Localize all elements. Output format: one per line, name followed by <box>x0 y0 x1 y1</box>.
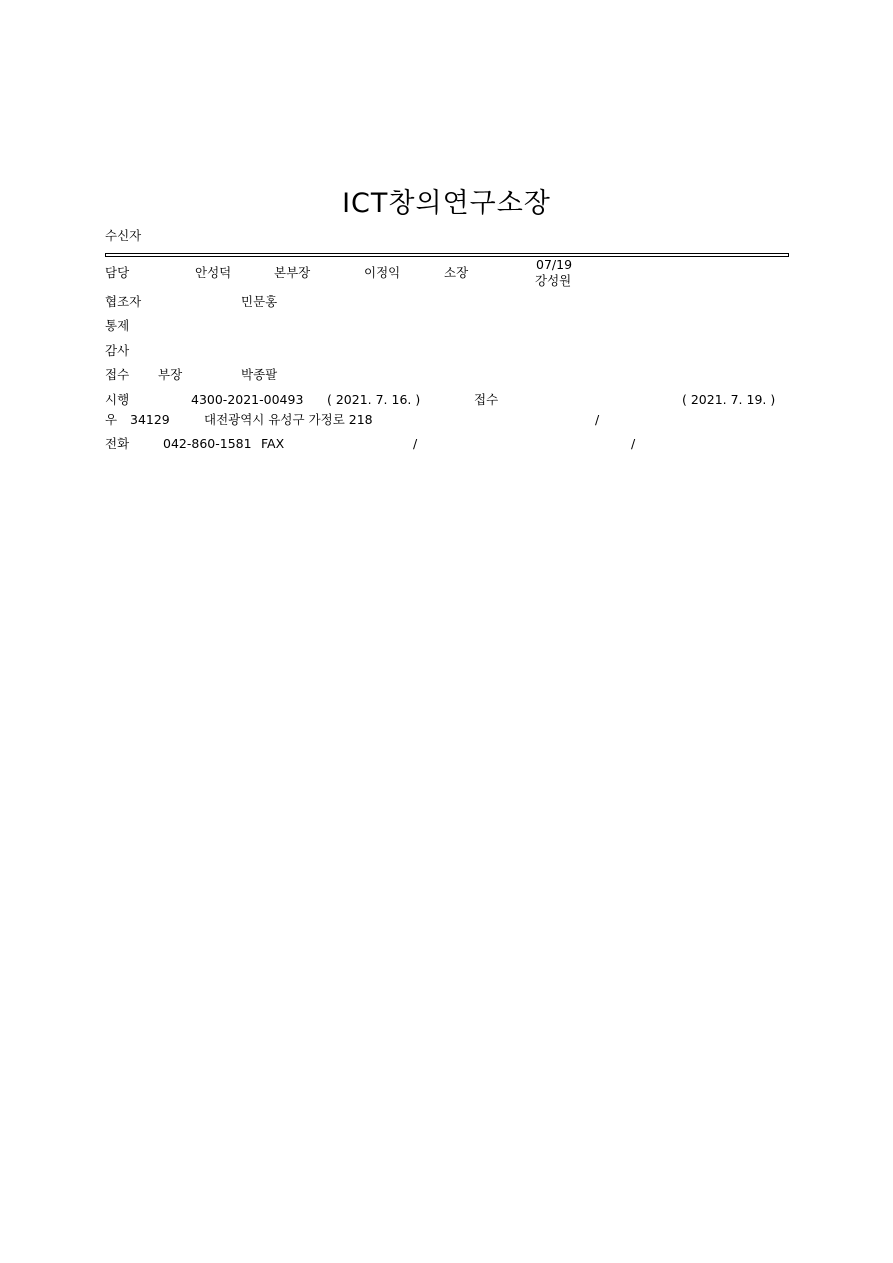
enforcement-receipt-label: 접수 <box>474 392 499 407</box>
header-divider <box>105 253 789 257</box>
enforcement-label: 시행 <box>105 392 130 407</box>
recipient-label: 수신자 <box>105 228 142 243</box>
zip-code: 34129 <box>130 412 170 427</box>
enforce-date: ( 2021. 7. 16. ) <box>327 392 421 407</box>
cooperator-label: 협조자 <box>105 294 142 309</box>
cooperator-name: 민문홍 <box>241 294 278 309</box>
director-date: 07/19 <box>536 257 573 272</box>
address-slash: / <box>595 412 600 427</box>
contact-slash-1: / <box>413 436 418 451</box>
tel-number: 042-860-1581 <box>163 436 252 451</box>
contact-slash-2: / <box>631 436 636 451</box>
receipt-name: 박종팔 <box>241 367 278 382</box>
head-title: 본부장 <box>274 265 311 280</box>
receipt-date: ( 2021. 7. 19. ) <box>682 392 776 407</box>
tel-label: 전화 <box>105 436 130 451</box>
receipt-title: 부장 <box>158 367 183 382</box>
charge-name: 안성덕 <box>195 265 232 280</box>
director-name: 강성원 <box>535 273 572 288</box>
zip-label: 우 <box>105 412 118 427</box>
receipt-label: 접수 <box>105 367 130 382</box>
street-address: 대전광역시 유성구 가정로 218 <box>204 412 373 427</box>
fax-label: FAX <box>261 436 285 451</box>
doc-number: 4300-2021-00493 <box>191 392 304 407</box>
head-name: 이정익 <box>364 265 401 280</box>
charge-label: 담당 <box>105 265 130 280</box>
audit-label: 감사 <box>105 343 130 358</box>
control-label: 통제 <box>105 318 130 333</box>
director-title: 소장 <box>444 265 469 280</box>
document-title: ICT창의연구소장 <box>342 188 551 219</box>
